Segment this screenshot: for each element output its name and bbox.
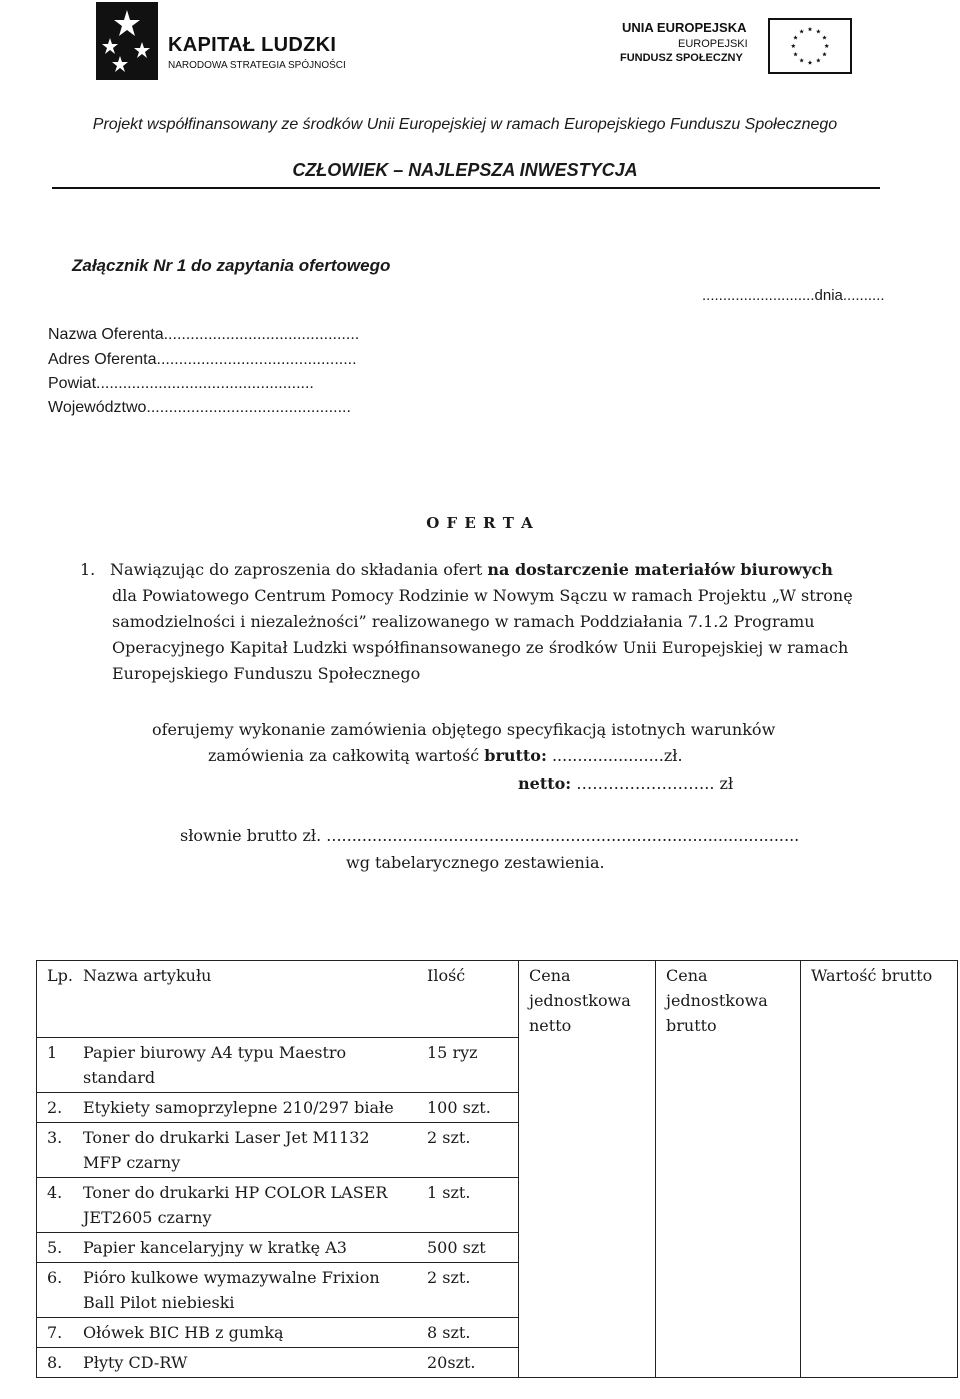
row-name: Etykiety samoprzylepne 210/297 białe	[81, 1093, 417, 1123]
eu-star-icon	[793, 52, 798, 56]
field-district: Powiat.................................................	[48, 375, 314, 392]
eu-star-icon	[791, 44, 796, 48]
header-name: Nazwa artykułu	[81, 961, 417, 1038]
offer-line2	[208, 746, 683, 765]
row-lp: 4.	[37, 1178, 82, 1233]
row-lp: 1	[37, 1038, 82, 1093]
row-lp: 2.	[37, 1093, 82, 1123]
eu-star-icon	[822, 35, 827, 39]
eu-flag-icon	[768, 18, 852, 74]
field-voivodeship: Województwo..............................................	[48, 399, 351, 416]
kapital-ludzki-subtitle: NARODOWA STRATEGIA SPÓJNOŚCI	[168, 60, 346, 71]
paragraph-line2: dla Powiatowego Centrum Pomocy Rodzinie w Nowym Sączu w ramach Projektu „W stronę	[112, 586, 853, 605]
paragraph-line5: Europejskiego Funduszu Społecznego	[112, 664, 421, 683]
row-lp: 3.	[37, 1123, 82, 1178]
header-unit-net: Cena jednostkowa netto	[519, 961, 656, 1378]
table-header-row	[37, 961, 958, 1038]
offer-total-label: zamówienia za całkowitą wartość	[208, 746, 480, 765]
paragraph-line1-text: Nawiązując do zaproszenia do składania ofert	[110, 560, 483, 579]
kapital-ludzki-logo	[96, 2, 366, 80]
eu-star-icon	[808, 27, 813, 31]
kapital-ludzki-title: KAPITAŁ LUDZKI	[168, 34, 337, 56]
eu-logo-line3: FUNDUSZ SPOŁECZNY	[620, 52, 743, 64]
header-unit-gross: Cena jednostkowa brutto	[656, 961, 801, 1378]
eu-logo-line1: UNIA EUROPEJSKA	[622, 20, 747, 35]
motto: CZŁOWIEK – NAJLEPSZA INWESTYCJA	[292, 160, 638, 180]
row-qty: 15 ryz	[417, 1038, 519, 1093]
field-offeror-address: Adres Oferenta.............................................	[48, 351, 357, 368]
eu-star-icon	[824, 44, 829, 48]
row-name: Toner do drukarki Laser Jet M1132 MFP czarny	[81, 1123, 417, 1178]
row-name: Pióro kulkowe wymazywalne Frixion Ball Pilot niebieski	[81, 1263, 417, 1318]
row-name: Płyty CD-RW	[81, 1348, 417, 1378]
date-line: ...........................dnia..........	[702, 287, 885, 304]
header-qty: Ilość	[417, 961, 519, 1038]
project-cofinancing-line: Projekt współfinansowany ze środków Unii Europejskiej w ramach Europejskiego Funduszu Społecznego	[92, 116, 838, 133]
paragraph-line4: Operacyjnego Kapitał Ludzki współfinansowanego ze środków Unii Europejskiej w ramach	[112, 638, 849, 657]
netto-label: netto:	[518, 774, 572, 793]
paragraph-line1	[110, 560, 833, 579]
row-name: Ołówek BIC HB z gumką	[81, 1318, 417, 1348]
paragraph-number: 1.	[80, 560, 96, 579]
eu-star-icon	[816, 29, 821, 33]
header-divider	[52, 187, 880, 189]
items-table	[36, 960, 958, 1378]
brutto-value: ......................zł.	[551, 746, 683, 765]
row-qty: 2 szt.	[417, 1123, 519, 1178]
eu-logo-line2: EUROPEJSKI	[678, 38, 748, 50]
row-qty: 2 szt.	[417, 1263, 519, 1318]
table-reference: wg tabelarycznego zestawienia.	[346, 853, 605, 872]
attachment-title: Załącznik Nr 1 do zapytania ofertowego	[72, 256, 391, 275]
header-lp: Lp.	[37, 961, 82, 1038]
header-total-gross: Wartość brutto	[801, 961, 958, 1378]
eu-star-icon	[822, 52, 827, 56]
kapital-ludzki-emblem-icon	[96, 2, 158, 80]
eu-star-icon	[816, 58, 821, 62]
eu-star-icon	[808, 60, 813, 64]
paragraph-line1-subject: na dostarczenie materiałów biurowych	[487, 560, 833, 579]
field-offeror-name: Nazwa Oferenta............................................	[48, 326, 360, 343]
offer-title: O F E R T A	[426, 514, 534, 532]
row-lp: 5.	[37, 1233, 82, 1263]
row-name: Toner do drukarki HP COLOR LASER JET2605 czarny	[81, 1178, 417, 1233]
netto-line	[518, 774, 733, 793]
row-name: Papier biurowy A4 typu Maestro standard	[81, 1038, 417, 1093]
row-lp: 7.	[37, 1318, 82, 1348]
paragraph-line3: samodzielności i niezależności” realizowanego w ramach Poddziałania 7.1.2 Programu	[112, 612, 815, 631]
row-qty: 1 szt.	[417, 1178, 519, 1233]
row-lp: 6.	[37, 1263, 82, 1318]
row-qty: 500 szt	[417, 1233, 519, 1263]
row-lp: 8.	[37, 1348, 82, 1378]
netto-value: …………………….. zł	[576, 774, 734, 793]
row-name: Papier kancelaryjny w kratkę A3	[81, 1233, 417, 1263]
row-qty: 8 szt.	[417, 1318, 519, 1348]
eu-star-icon	[799, 58, 804, 62]
eu-star-icon	[799, 29, 804, 33]
row-qty: 20szt.	[417, 1348, 519, 1378]
offer-line1: oferujemy wykonanie zamówienia objętego specyfikacją istotnych warunków	[152, 720, 776, 739]
brutto-label: brutto:	[484, 746, 547, 765]
eu-star-icon	[793, 35, 798, 39]
amount-in-words-line: słownie brutto zł. .............................................................................................	[180, 826, 800, 845]
row-qty: 100 szt.	[417, 1093, 519, 1123]
eu-logo	[620, 18, 855, 76]
